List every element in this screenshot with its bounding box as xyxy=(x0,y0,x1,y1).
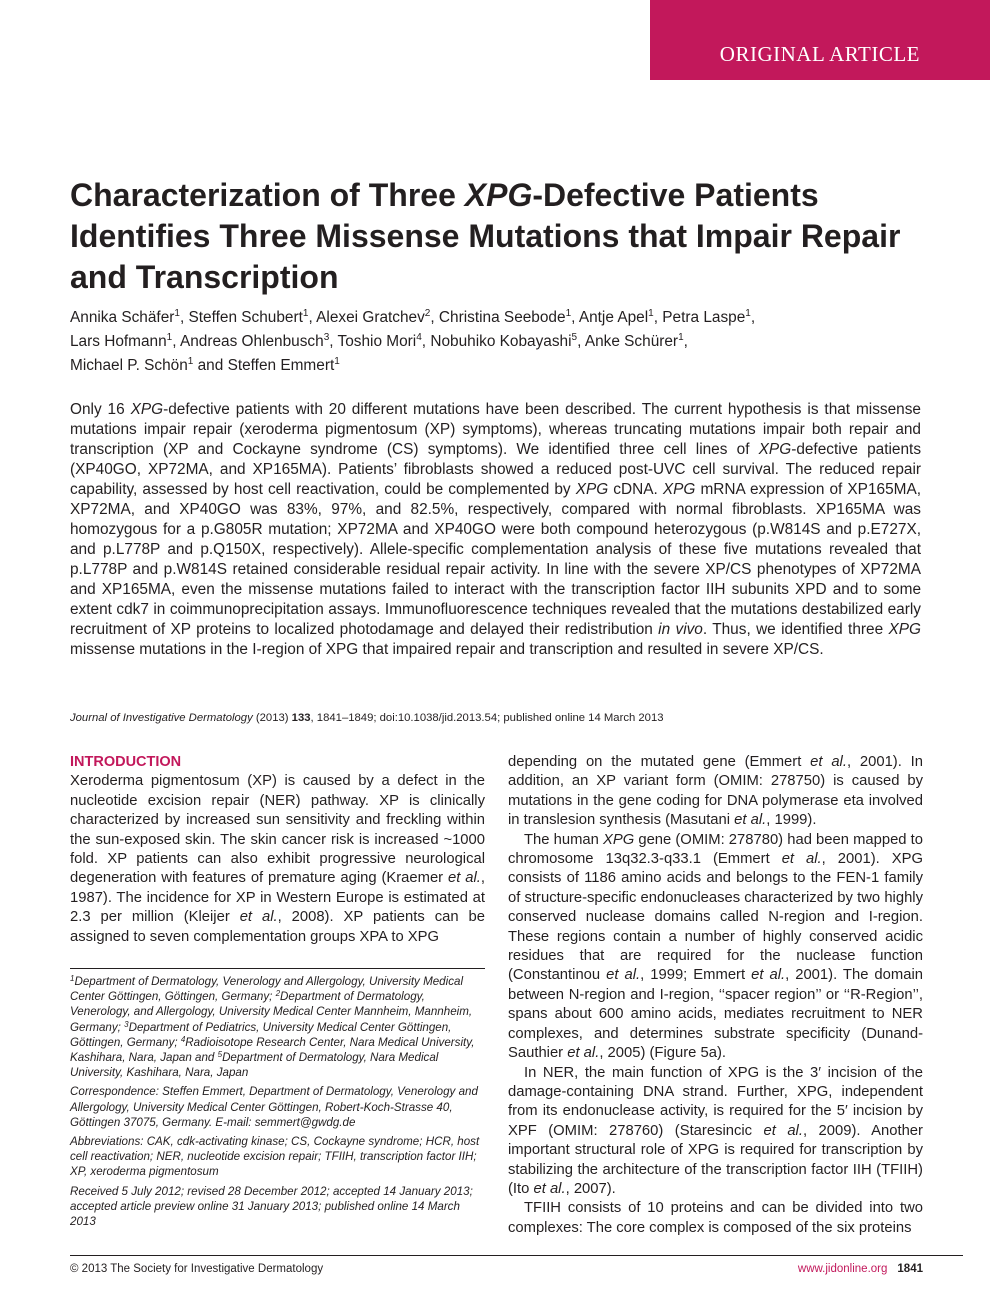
intro-paragraph: Xeroderma pigmentosum (XP) is caused by a defect in the nucleotide excision repair (NER) pathway. XP is clinically characterized by increased sun sensitivity and freckling within the sun-exposed skin. The skin cancer risk is increased ~1000 fold. XP patients can also exhibit progressive neurological degeneration with features of premature aging (Kraemer et al., 1987). The incidence for XP in Western Europe is estimated at 2.3 per million (Kleijer et al., 2008). XP patients can be assigned to seven complementation groups XPA to XPG xyxy=(70,773,485,945)
column-left xyxy=(70,753,485,947)
author-separator: , xyxy=(308,309,317,326)
abstract: Only 16 XPG-defective patients with 20 different mutations have been described. The current hypothesis is that missense mutations impair repair (xeroderma pigmentosum (XP) symptoms), whereas truncating mutations impair both repair and transcription (XP and Cockayne syndrome (CS) symptoms). We identified three cell lines of XPG-defective patients (XP40GO, XP72MA, and XP165MA). Patients’ fibroblasts showed a reduced post-UVC cell survival. The reduced repair capability, assessed by host cell reactivation, could be complemented by XPG cDNA. XPG mRNA expression of XP165MA, XP72MA, and XP40GO was 83%, 97%, and 82.5%, respectively, compared with normal fibroblasts. XP165MA was homozygous for a p.G805R mutation; XP72MA and XP40GO were both compound heterozygous (p.W814S and p.E727X, and p.L778P and p.Q150X, respectively). Allele-specific complementation analysis of these five mutations revealed that p.L778P and p.W814S retained considerable residual repair activity. In line with the severe XP/CS phenotypes of XP72MA and XP165MA, even the missense mutations failed to interact with the transcription factor IIH subunits XPD and to some extent cdk7 in coimmunoprecipitation assays. Immunofluorescence techniques revealed that the mutations destabilized early recruitment of XP proteins to localized photodamage and delayed their redistribution in vivo. Thus, we identified three XPG missense mutations in the I-region of XPG that impaired repair and transcription and resulted in severe XP/CS. xyxy=(70,401,922,658)
author-name: Michael P. Schön xyxy=(70,357,188,374)
author-line xyxy=(70,306,930,330)
author-affiliation: 4 xyxy=(416,332,422,343)
footer-copyright: © 2013 The Society for Investigative Dermatology xyxy=(70,1263,324,1275)
author-name: Steffen Emmert xyxy=(227,357,335,374)
author-separator: , xyxy=(683,333,688,350)
author-name: Antje Apel xyxy=(578,309,649,326)
author-name: Nobuhiko Kobayashi xyxy=(430,333,572,350)
section-banner xyxy=(650,0,990,80)
citation: Journal of Investigative Dermatology (2013) 133, 1841–1849; doi:10.1038/jid.2013.54; published online 14 March 2013 xyxy=(70,712,664,724)
author-name: Steffen Schubert xyxy=(188,309,303,326)
author-name: Andreas Ohlenbusch xyxy=(179,333,324,350)
body-paragraph: TFIIH consists of 10 proteins and can be divided into two complexes: The core complex is composed of the six proteins xyxy=(508,1200,923,1236)
footer-divider xyxy=(70,1255,963,1256)
author-separator: , xyxy=(329,333,338,350)
journal-url-link[interactable]: www.jidonline.org xyxy=(797,1263,888,1275)
author-separator: , xyxy=(421,333,431,350)
author-affiliation: 1 xyxy=(187,356,194,367)
author-separator: , xyxy=(653,309,663,326)
author-name: Christina Seebode xyxy=(438,309,566,326)
article-title: Characterization of Three XPG-Defective Patients Identifies Three Missense Mutations that Impair Repair and Transcription xyxy=(70,177,901,295)
author-affiliation: 2 xyxy=(424,308,431,319)
section-label: ORIGINAL ARTICLE xyxy=(719,42,920,66)
author-affiliation: 1 xyxy=(648,308,654,319)
footnotes xyxy=(70,974,485,1233)
title-gene-name: XPG xyxy=(464,177,533,213)
author-name: Annika Schäfer xyxy=(70,309,175,326)
author-affiliation: 1 xyxy=(565,308,572,319)
author-separator: , xyxy=(179,309,189,326)
author-name: Lars Hofmann xyxy=(70,333,167,350)
affiliations: $^1$Department of Dermatology, Venerology and Allergology, University Medical Center Göttingen, Göttingen, Germany; $^2$Department of Dermatology, Venerology, and Allergology, University Medical Center Mannheim, Mannheim, Germany; $^3$Department of Pediatrics, University Medical Center Göttingen, Göttingen, Germany; $^4$Radioisotope Research Center, Nara Medical University, Kashihara, Nara, Japan and $^5$Department of Dermatology, Nara Medical University, Kashihara, Nara, Japan xyxy=(70,974,475,1080)
author-separator: , xyxy=(571,309,579,326)
body-paragraph: depending on the mutated gene (Emmert et al., 2001). In addition, an XP variant form (OMIM: 278750) is caused by mutations in the gene coding for DNA polymerase eta involved in translesion synthesis (Masutani et al., 1999). xyxy=(508,754,923,829)
author-separator: , xyxy=(750,309,756,326)
author-name: Alexei Gratchev xyxy=(316,309,425,326)
author-affiliation: 3 xyxy=(323,332,330,343)
author-affiliation: 1 xyxy=(302,308,309,319)
author-line xyxy=(70,330,930,354)
body-paragraph: The human XPG gene (OMIM: 278780) had been mapped to chromosome 13q32.3-q33.1 (Emmert et al., 2001). XPG consists of 1186 amino acids and belongs to the FEN-1 family of structure-specific endonucleases characterized by two highly conserved nuclease domains called N-region and I-region. These regions contain a number of highly conserved acidic residues that are required for the nuclease function (Constantinou et al., 1999; Emmert et al., 2001). The domain between N-region and I-region, ‘‘spacer region’’ or ‘‘R-Region’’, spans about 600 amino acids, mediates recruitment to NER complexes, and determines substrate specificity (Dunand-Sauthier et al., 2005) (Figure 5a). xyxy=(508,831,923,1062)
column-right xyxy=(508,753,923,1238)
author-separator: and xyxy=(193,357,228,374)
footnote-divider xyxy=(70,968,485,969)
page-number: 1841 xyxy=(897,1263,923,1275)
author-separator: , xyxy=(577,333,585,350)
correspondence: Correspondence: Steffen Emmert, Department of Dermatology, Venerology and Allergology, University Medical Center Göttingen, Robert-Koch-Strasse 40, Göttingen 37075, Germany. E-mail: semmert@gwdg.de xyxy=(70,1085,478,1129)
author-list xyxy=(70,306,930,378)
author-affiliation: 5 xyxy=(571,332,578,343)
abbreviations: Abbreviations: CAK, cdk-activating kinase; CS, Cockayne syndrome; HCR, host cell reactivation; NER, nucleotide excision repair; TFIIH, transcription factor IIH; XP, xeroderma pigmentosum xyxy=(70,1135,480,1179)
author-affiliation: 1 xyxy=(174,308,180,319)
author-separator: , xyxy=(430,309,439,326)
author-name: Toshio Mori xyxy=(337,333,417,350)
received-dates: Received 5 July 2012; revised 28 December 2012; accepted 14 January 2013; accepted article preview online 31 January 2013; published online 14 March 2013 xyxy=(70,1184,473,1229)
author-separator: , xyxy=(172,333,180,350)
author-line xyxy=(70,354,930,378)
author-name: Anke Schürer xyxy=(584,333,679,350)
author-name: Petra Laspe xyxy=(662,309,746,326)
body-paragraph: In NER, the main function of XPG is the 3′ incision of the damage-containing DNA strand. Further, XPG, independent from its endonuclease activity, is required for the 5′ incision by XPF (OMIM: 278760) (Staresincic et al., 2009). Another important structural role of XPG is required for transcription by stabilizing the architecture of the transcription factor IIH (TFIIH) (Ito et al., 2007). xyxy=(508,1064,923,1197)
author-affiliation: 1 xyxy=(334,356,340,367)
footer-journal xyxy=(798,1263,923,1275)
author-affiliation: 1 xyxy=(745,308,751,319)
author-affiliation: 1 xyxy=(166,332,173,343)
section-heading-introduction: INTRODUCTION xyxy=(70,754,182,770)
author-affiliation: 1 xyxy=(678,332,684,343)
